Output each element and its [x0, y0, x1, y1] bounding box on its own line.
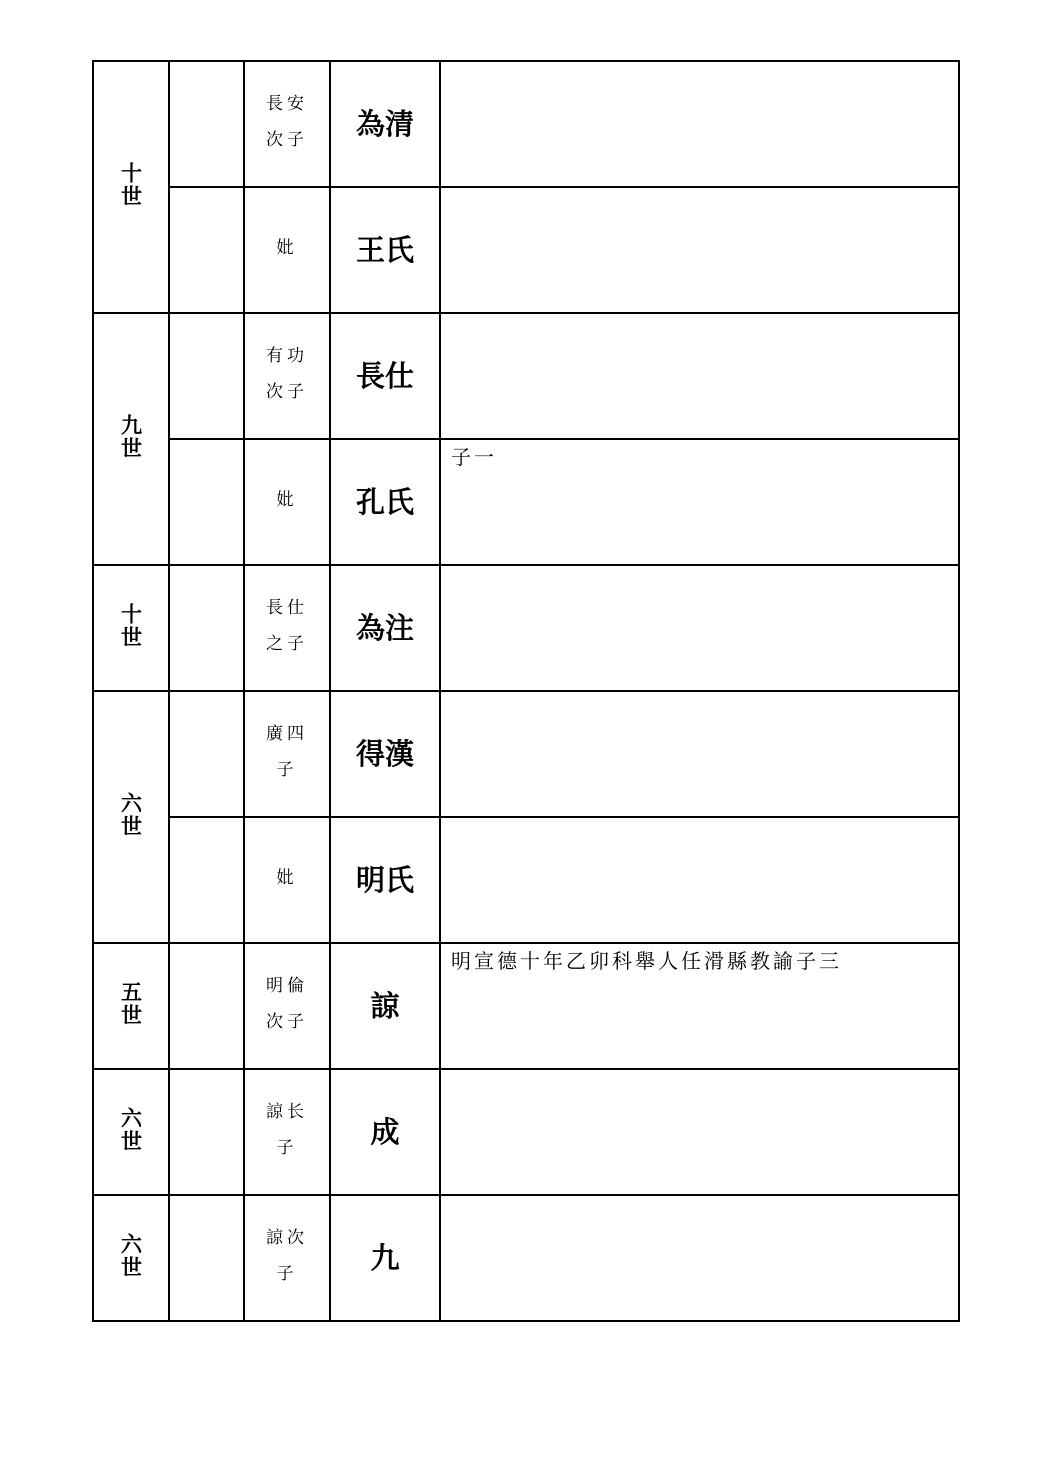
- note-cell: [440, 691, 959, 817]
- blank-cell: [169, 1069, 244, 1195]
- blank-cell: [169, 187, 244, 313]
- table-row: [93, 187, 959, 313]
- note-text: [441, 314, 958, 318]
- person-name: 為注: [355, 610, 414, 645]
- person-name: 王氏: [355, 232, 414, 267]
- relation-label: 長安次子: [266, 94, 308, 150]
- blank-cell: [169, 1195, 244, 1321]
- name-cell: [330, 313, 440, 439]
- generation-label: 九世: [118, 414, 144, 460]
- person-name: 諒: [370, 988, 400, 1023]
- relation-cell: [244, 565, 330, 691]
- generation-cell: [93, 943, 169, 1069]
- name-cell: [330, 817, 440, 943]
- relation-label: 諒长子: [266, 1102, 308, 1158]
- person-name: 長仕: [355, 358, 414, 393]
- genealogy-table: [92, 60, 960, 1322]
- table-row: [93, 1195, 959, 1321]
- note-cell: [440, 943, 959, 1069]
- person-name: 孔氏: [355, 484, 414, 519]
- note-text: 子一: [451, 445, 497, 469]
- note-text: [441, 1196, 958, 1200]
- note-text: [441, 818, 958, 822]
- generation-label: 十世: [118, 603, 144, 649]
- generation-cell: [93, 565, 169, 691]
- generation-label: 六世: [118, 792, 144, 838]
- person-name: 明氏: [355, 862, 414, 897]
- note-cell: [440, 1195, 959, 1321]
- blank-cell: [169, 943, 244, 1069]
- person-name: 九: [370, 1240, 400, 1275]
- relation-label: 廣四子: [266, 724, 308, 780]
- relation-cell: [244, 439, 330, 565]
- note-text: [441, 62, 958, 66]
- relation-cell: [244, 1195, 330, 1321]
- note-cell: [440, 61, 959, 187]
- table-row: [93, 565, 959, 691]
- name-cell: [330, 187, 440, 313]
- blank-cell: [169, 817, 244, 943]
- relation-label: 妣: [276, 490, 298, 510]
- relation-label: 妣: [276, 868, 298, 888]
- relation-label: 明倫次子: [266, 976, 308, 1032]
- generation-label: 六世: [118, 1107, 144, 1153]
- person-name: 得漢: [355, 736, 414, 771]
- blank-cell: [169, 439, 244, 565]
- person-name: 成: [370, 1114, 400, 1149]
- note-cell: [440, 439, 959, 565]
- note-text: [441, 566, 958, 570]
- table-row: [93, 691, 959, 817]
- relation-cell: [244, 817, 330, 943]
- table-row: [93, 943, 959, 1069]
- relation-cell: [244, 313, 330, 439]
- table-row: [93, 313, 959, 439]
- table-row: [93, 817, 959, 943]
- note-text: [441, 188, 958, 192]
- generation-cell: [93, 313, 169, 565]
- name-cell: [330, 1069, 440, 1195]
- generation-cell: [93, 691, 169, 943]
- generation-label: 十世: [118, 162, 144, 208]
- note-text: [441, 1070, 958, 1074]
- generation-label: 六世: [118, 1233, 144, 1279]
- name-cell: [330, 943, 440, 1069]
- name-cell: [330, 61, 440, 187]
- table-row: [93, 1069, 959, 1195]
- note-text: [441, 692, 958, 696]
- blank-cell: [169, 691, 244, 817]
- relation-cell: [244, 1069, 330, 1195]
- blank-cell: [169, 313, 244, 439]
- name-cell: [330, 691, 440, 817]
- relation-label: 長仕之子: [266, 598, 308, 654]
- blank-cell: [169, 61, 244, 187]
- note-cell: [440, 313, 959, 439]
- name-cell: [330, 1195, 440, 1321]
- note-cell: [440, 565, 959, 691]
- note-cell: [440, 1069, 959, 1195]
- generation-cell: [93, 61, 169, 313]
- blank-cell: [169, 565, 244, 691]
- relation-cell: [244, 943, 330, 1069]
- relation-cell: [244, 187, 330, 313]
- generation-cell: [93, 1195, 169, 1321]
- name-cell: [330, 565, 440, 691]
- name-cell: [330, 439, 440, 565]
- relation-label: 妣: [276, 238, 298, 258]
- note-cell: [440, 187, 959, 313]
- relation-label: 有功次子: [266, 346, 308, 402]
- relation-cell: [244, 61, 330, 187]
- person-name: 為清: [355, 106, 414, 141]
- relation-label: 諒次子: [266, 1228, 308, 1284]
- relation-cell: [244, 691, 330, 817]
- note-text: 明宣德十年乙卯科舉人任滑縣教諭子三: [451, 949, 842, 973]
- note-cell: [440, 817, 959, 943]
- table-row: [93, 439, 959, 565]
- table-row: [93, 61, 959, 187]
- generation-label: 五世: [118, 981, 144, 1027]
- generation-cell: [93, 1069, 169, 1195]
